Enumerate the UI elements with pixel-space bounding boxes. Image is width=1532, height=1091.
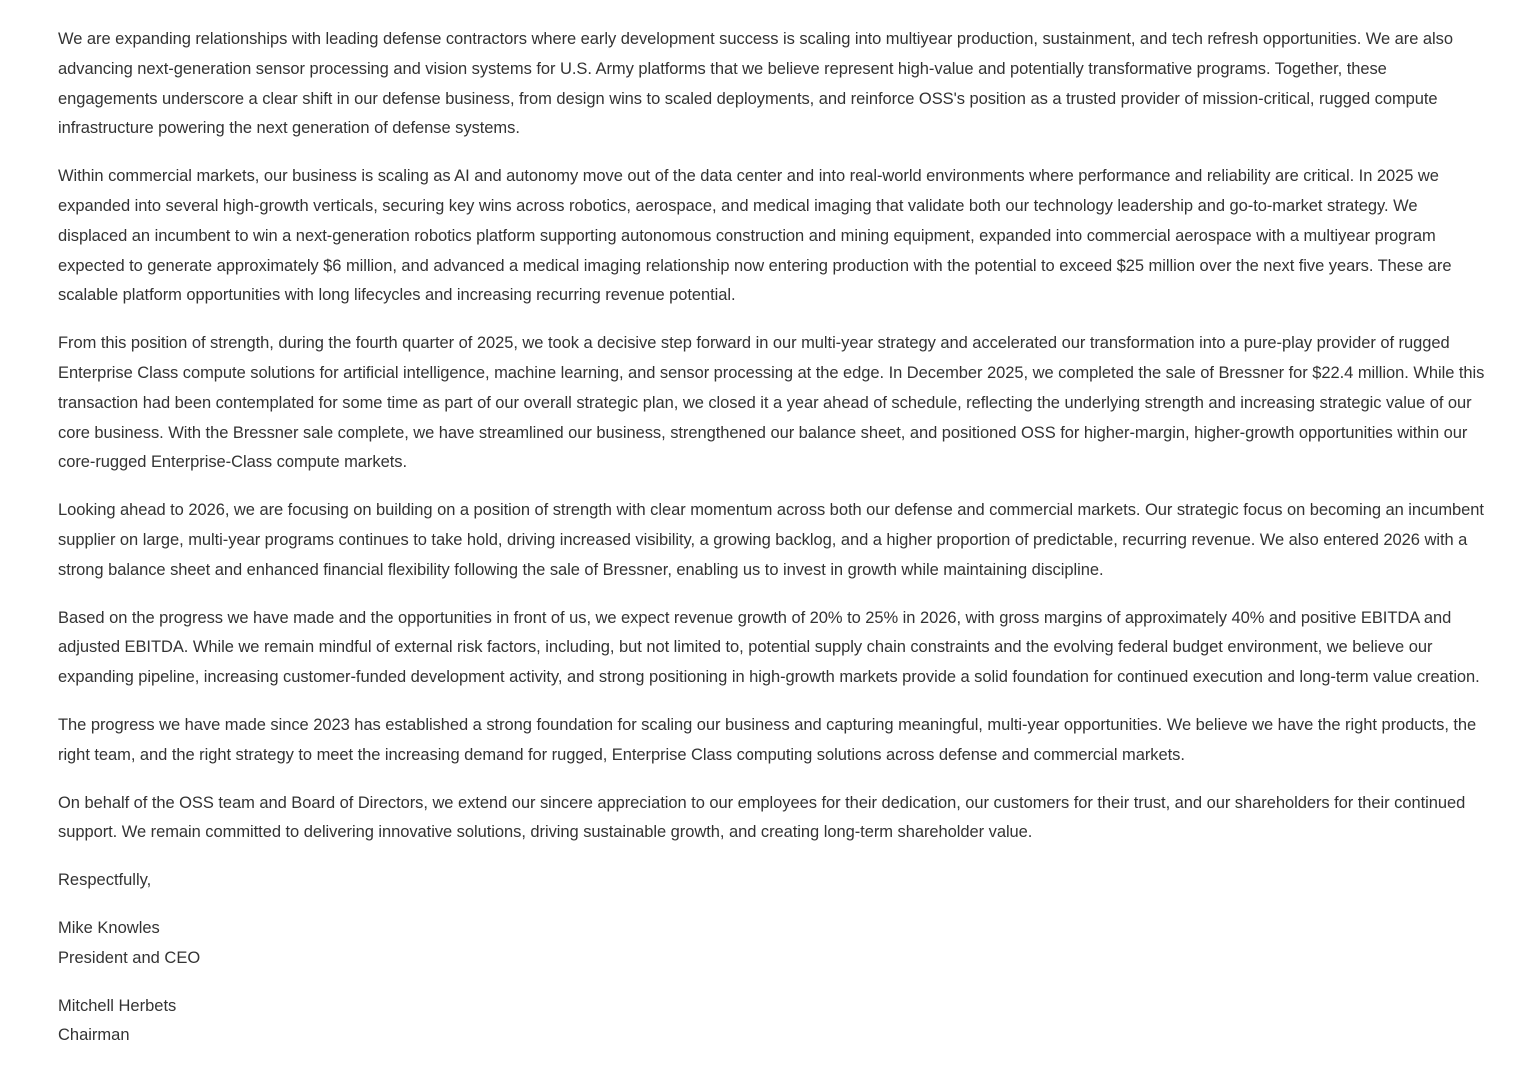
signature-block-chairman [58,992,1490,1052]
closing-salutation: Respectfully, [58,871,152,890]
letter-body [58,25,1490,1069]
paragraph-progress-since-2023: The progress we have made since 2023 has established a strong foundation for scaling our business and capturing meaningful, multi-year opportunities. We believe we have the right products, the right team, and the right strategy to meet the increasing demand for rugged, Enterprise Class computing solutions across defense and commercial markets. [58,715,1477,764]
paragraph-guidance: Based on the progress we have made and the opportunities in front of us, we expect revenue growth of 20% to 25% in 2026, with gross margins of approximately 40% and positive EBITDA and adjusted EBITDA. While we remain mindful of external risk factors, including, but not limited to, potential supply chain constraints and the evolving federal budget environment, we believe our expanding pipeline, increasing customer-funded development activity, and strong positioning in high-growth markets provide a solid foundation for continued execution and long-term value creation. [58,608,1480,687]
paragraph-defense-contractors: We are expanding relationships with leading defense contractors where early development success is scaling into multiyear production, sustainment, and tech refresh opportunities. We are also advancing next-generation sensor processing and vision systems for U.S. Army platforms that we believe represent high-value and potentially transformative programs. Together, these engagements underscore a clear shift in our defense business, from design wins to scaled deployments, and reinforce OSS's position as a trusted provider of mission-critical, rugged compute infrastructure powering the next generation of defense systems. [58,30,1453,138]
paragraph-commercial-markets: Within commercial markets, our business is scaling as AI and autonomy move out of the data center and into real-world environments where performance and reliability are critical. In 2025 we expanded into several high-growth verticals, securing key wins across robotics, aerospace, and medical imaging that validate both our technology leadership and go-to-market strategy. We displaced an incumbent to win a next-generation robotics platform supporting autonomous construction and mining equipment, expanded into commercial aerospace with a multiyear program expected to generate approximately $6 million, and advanced a medical imaging relationship now entering production with the potential to exceed $25 million over the next five years. These are scalable platform opportunities with long lifecycles and increasing recurring revenue potential. [58,167,1452,305]
signatory-title: Chairman [58,1026,130,1045]
paragraph-appreciation: On behalf of the OSS team and Board of Directors, we extend our sincere appreciation to our employees for their dedication, our customers for their trust, and our shareholders for their continued support. We remain committed to delivering innovative solutions, driving sustainable growth, and creating long-term shareholder value. [58,793,1466,842]
signatory-title: President and CEO [58,948,201,967]
signatory-name: Mitchell Herbets [58,996,177,1015]
signature-block-ceo [58,914,1490,974]
paragraph-outlook-2026: Looking ahead to 2026, we are focusing on building on a position of strength with clear momentum across both our defense and commercial markets. Our strategic focus on becoming an incumbent supplier on large, multi-year programs continues to take hold, driving increased visibility, a growing backlog, and a higher proportion of predictable, recurring revenue. We also entered 2026 with a strong balance sheet and enhanced financial flexibility following the sale of Bressner, enabling us to invest in growth while maintaining discipline. [58,501,1484,579]
paragraph-bressner-sale: From this position of strength, during the fourth quarter of 2025, we took a decisive step forward in our multi-year strategy and accelerated our transformation into a pure-play provider of rugged Enterprise Class compute solutions for artificial intelligence, machine learning, and sensor processing at the edge. In December 2025, we completed the sale of Bressner for $22.4 million. While this transaction had been contemplated for some time as part of our overall strategic plan, we closed it a year ahead of schedule, reflecting the underlying strength and increasing strategic value of our core business. With the Bressner sale complete, we have streamlined our business, strengthened our balance sheet, and positioned OSS for higher-margin, higher-growth opportunities within our core-rugged Enterprise-Class compute markets. [58,334,1485,472]
signatory-name: Mike Knowles [58,918,160,937]
